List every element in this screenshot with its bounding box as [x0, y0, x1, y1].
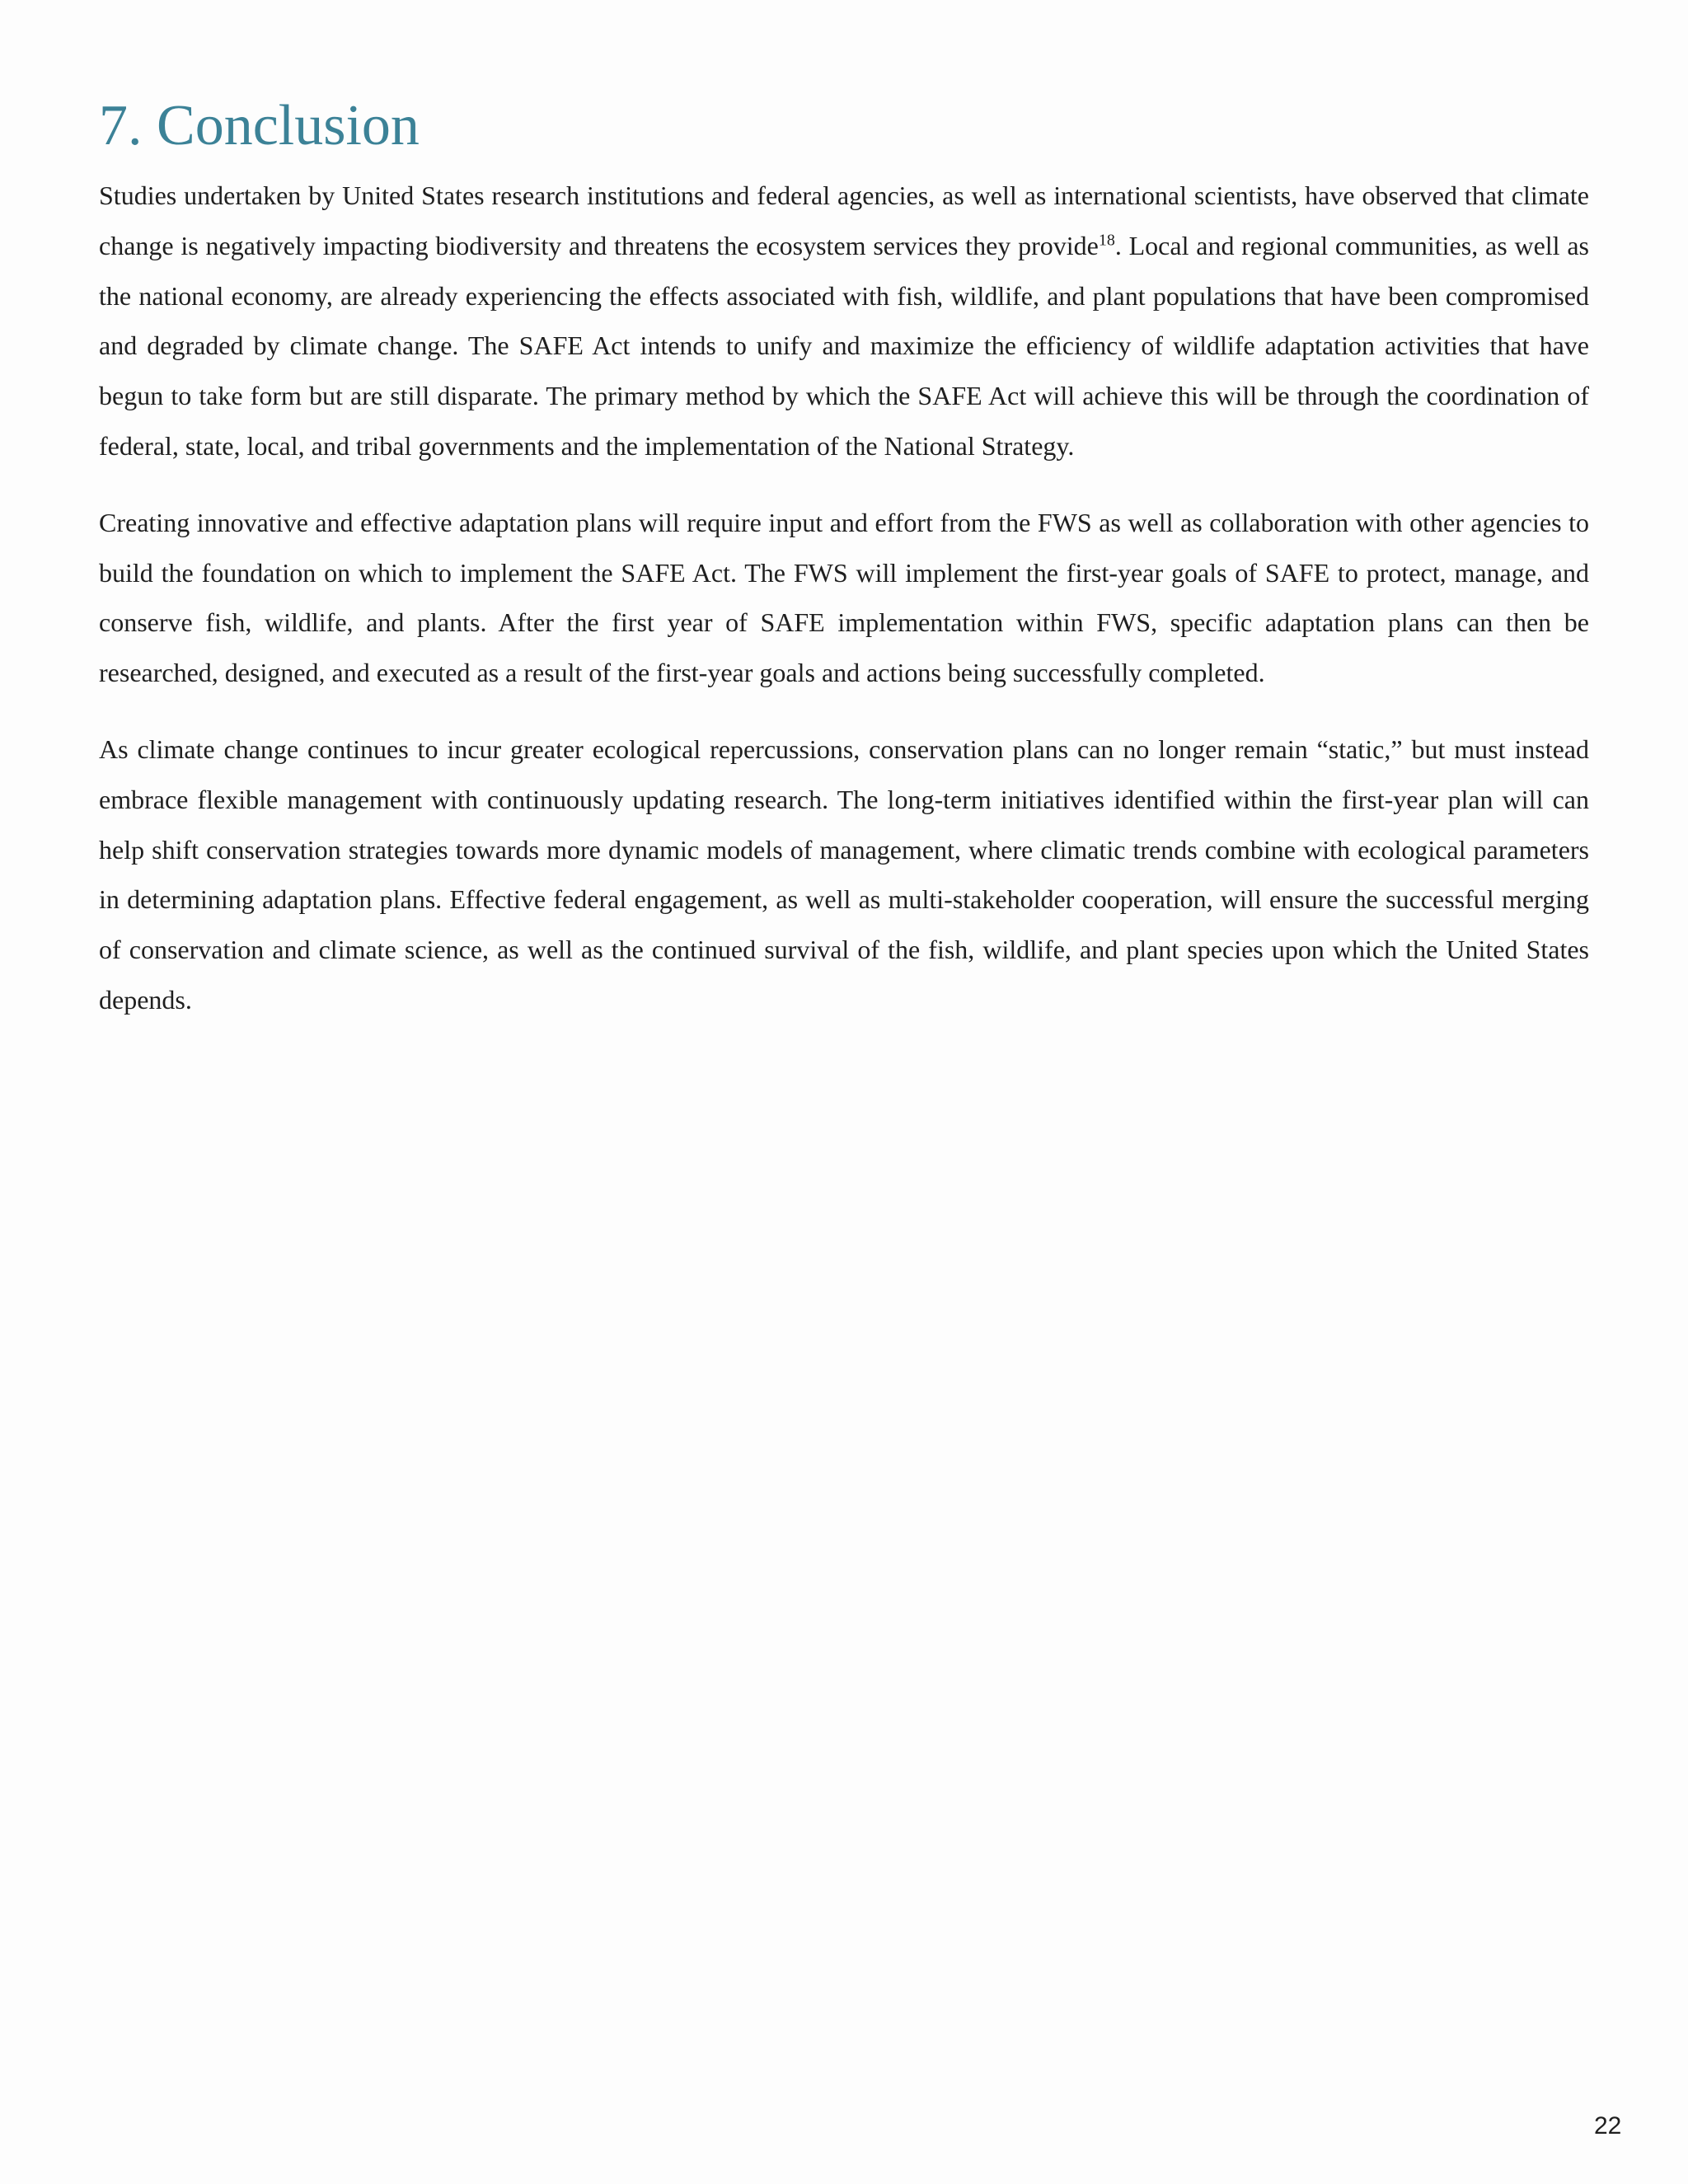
paragraph-1-text-start: Studies undertaken by United States research institutions and federal agencies, as well as international scientists, have observed that climate change is negatively impacting biodiversity and threatens the ecosystem services they provide	[99, 180, 1589, 260]
paragraph-2: Creating innovative and effective adaptation plans will require input and effort from the FWS as well as collaboration with other agencies to build the foundation on which to implement the SAFE Act. The FWS will implement the first-year goals of SAFE to protect, manage, and conserve fish, wildlife, and plants. After the first year of SAFE implementation within FWS, specific adaptation plans can then be researched, designed, and executed as a result of the first-year goals and actions being successfully completed.	[99, 507, 1589, 688]
paragraph-3: As climate change continues to incur greater ecological repercussions, conservation plans can no longer remain “static,” but must instead embrace flexible management with continuously updating research. The long-term initiatives identified within the first-year plan will can help shift conservation strategies towards more dynamic models of management, where climatic trends combine with ecological parameters in determining adaptation plans. Effective federal engagement, as well as multi-stakeholder cooperation, will ensure the successful merging of conservation and climate science, as well as the continued survival of the fish, wildlife, and plant species upon which the United States depends.	[99, 733, 1589, 1015]
page-number: 22	[1594, 2112, 1622, 2139]
paragraph-1-text-end: . Local and regional communities, as well as the national economy, are already experiencing the effects associated with fish, wildlife, and plant populations that have been compromised and degraded by climate change. The SAFE Act intends to unify and maximize the efficiency of wildlife adaptation activities that have begun to take form but are still disparate. The primary method by which the SAFE Act will achieve this will be through the coordination of federal, state, local, and tribal governments and the implementation of the National Strategy.	[99, 230, 1590, 461]
paragraph-1	[99, 171, 1589, 471]
section-body	[99, 171, 1589, 1052]
footnote-reference[interactable]: 18	[1098, 231, 1115, 250]
section-heading: 7. Conclusion	[99, 94, 420, 157]
